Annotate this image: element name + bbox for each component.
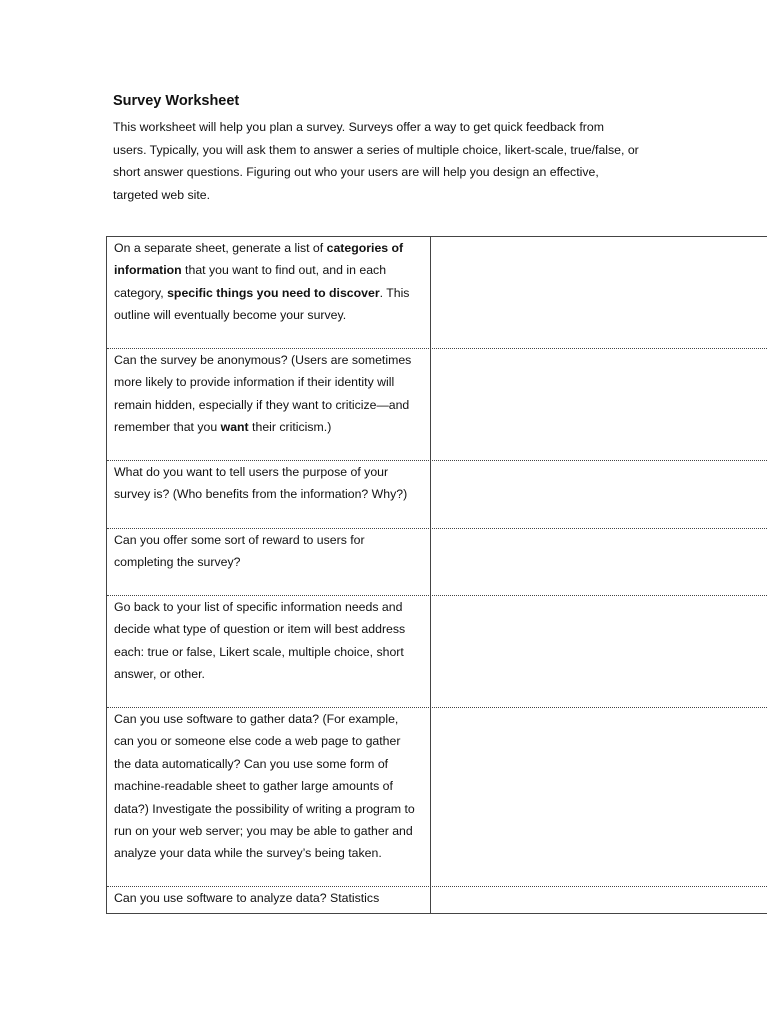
- question-line: category, specific things you need to discover. This: [114, 285, 410, 300]
- table-row: [107, 708, 767, 887]
- question-cell: [107, 596, 431, 707]
- question-line: What do you want to tell users the purpose of your: [114, 465, 389, 479]
- question-line: answer, or other.: [114, 667, 205, 682]
- question-line: On a separate sheet, generate a list of categories of: [114, 241, 404, 255]
- answer-cell[interactable]: [431, 887, 767, 913]
- question-cell: [107, 708, 431, 886]
- worksheet-table: [106, 236, 767, 914]
- table-row: [107, 237, 767, 349]
- question-cell: [107, 349, 431, 460]
- intro-paragraph: [113, 116, 673, 206]
- question-line: Can the survey be anonymous? (Users are sometimes: [114, 353, 412, 367]
- answer-cell[interactable]: [431, 529, 767, 595]
- answer-cell[interactable]: [431, 461, 767, 528]
- question-line: outline will eventually become your survey.: [114, 308, 347, 323]
- question-line: run on your web server; you may be able to gather and: [114, 824, 413, 839]
- question-line: survey is? (Who benefits from the information? Why?): [114, 487, 408, 502]
- table-row: [107, 461, 767, 529]
- table-row: [107, 349, 767, 461]
- question-line: Can you use software to gather data? (For example,: [114, 712, 399, 726]
- question-line: machine-readable sheet to gather large amounts of: [114, 779, 393, 794]
- answer-cell[interactable]: [431, 349, 767, 460]
- answer-cell[interactable]: [431, 596, 767, 707]
- question-line: information that you want to find out, and in each: [114, 263, 387, 278]
- intro-line: short answer questions. Figuring out who your users are will help you design an effective,: [113, 165, 599, 179]
- intro-line: This worksheet will help you plan a survey. Surveys offer a way to get quick feedback from: [113, 120, 604, 134]
- question-line: completing the survey?: [114, 555, 241, 570]
- question-line: data?) Investigate the possibility of writing a program to: [114, 801, 415, 816]
- page-title: Survey Worksheet: [113, 93, 240, 109]
- question-line: remember that you want their criticism.): [114, 420, 332, 435]
- question-line: analyze your data while the survey’s being taken.: [114, 846, 382, 861]
- question-cell: [107, 461, 431, 528]
- question-line: each: true or false, Likert scale, multiple choice, short: [114, 644, 404, 659]
- question-line: can you or someone else code a web page to gather: [114, 734, 401, 749]
- intro-line: users. Typically, you will ask them to answer a series of multiple choice, likert-scale, true/false, or: [113, 142, 639, 157]
- table-row: [107, 596, 767, 708]
- question-line: decide what type of question or item will best address: [114, 622, 406, 637]
- question-line: Go back to your list of specific information needs and: [114, 600, 403, 614]
- question-line: the data automatically? Can you use some form of: [114, 756, 389, 771]
- question-cell: [107, 237, 431, 348]
- question-line: more likely to provide information if their identity will: [114, 375, 395, 390]
- question-line: Can you use software to analyze data? Statistics: [114, 891, 380, 905]
- question-line: Can you offer some sort of reward to users for: [114, 533, 365, 547]
- answer-cell[interactable]: [431, 708, 767, 886]
- table-row: [107, 529, 767, 596]
- question-line: remain hidden, especially if they want to criticize—and: [114, 397, 410, 412]
- question-cell: [107, 887, 431, 913]
- answer-cell[interactable]: [431, 237, 767, 348]
- intro-line: targeted web site.: [113, 187, 211, 202]
- question-cell: [107, 529, 431, 595]
- table-row: [107, 887, 767, 914]
